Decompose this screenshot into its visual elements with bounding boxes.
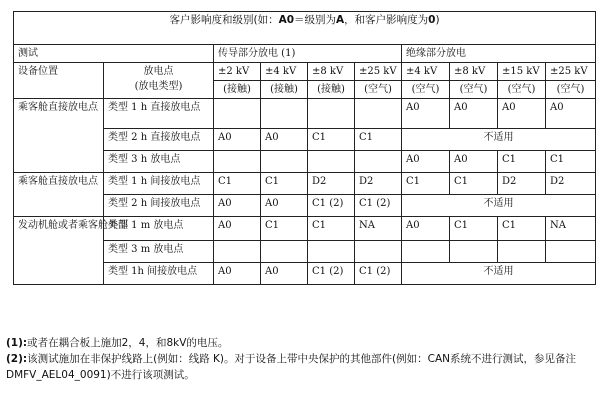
level-cell: A0 [214, 129, 261, 151]
level-cell: C1 [261, 173, 308, 195]
level-cell: A0 [546, 99, 596, 129]
voltage-header: ±25 kV [546, 63, 596, 81]
level-cell: A0 [261, 195, 308, 217]
discharge-point-cell: 类型 2 h 直接放电点 [104, 129, 214, 151]
level-cell: A0 [402, 99, 450, 129]
level-cell [355, 151, 402, 173]
level-cell [261, 241, 308, 263]
level-cell [308, 151, 355, 173]
level-cell: C1 [355, 129, 402, 151]
level-cell: C1 [546, 151, 596, 173]
level-cell: C1 [498, 151, 546, 173]
not-applicable-cell: 不适用 [402, 195, 596, 217]
esd-specification-table [13, 11, 596, 285]
table-title: 客户影响度和级别(如：A0＝级别为A，和客户影响度为0) [14, 12, 596, 45]
level-cell: D2 [308, 173, 355, 195]
level-cell: A0 [450, 99, 498, 129]
conducted-discharge-header: 传导部分放电 (1) [214, 45, 402, 63]
discharge-point-cell: 类型 3 m 放电点 [104, 241, 214, 263]
level-cell [214, 151, 261, 173]
voltage-header: ±15 kV [498, 63, 546, 81]
mode-header: (空气) [498, 81, 546, 99]
level-cell: C1 [402, 173, 450, 195]
level-cell: D2 [355, 173, 402, 195]
level-cell: D2 [546, 173, 596, 195]
footnote-2 [6, 351, 596, 383]
level-cell: C1 (2) [308, 263, 355, 285]
discharge-point-cell: 类型 1h 间接放电点 [104, 263, 214, 285]
device-location-cell: 乘客舱直接放电点 [14, 173, 104, 217]
device-location-cell: 发动机舱或者乘客舱外部 [14, 217, 104, 285]
voltage-header: ±8 kV [450, 63, 498, 81]
level-cell: C1 [450, 173, 498, 195]
level-cell: NA [546, 217, 596, 241]
level-cell: C1 [308, 129, 355, 151]
level-cell: C1 (2) [355, 263, 402, 285]
discharge-type-label: (放电类型) [134, 81, 183, 92]
level-cell [214, 99, 261, 129]
table-row [14, 217, 596, 241]
level-cell [214, 241, 261, 263]
mode-header: (接触) [261, 81, 308, 99]
insulated-discharge-header: 绝缘部分放电 [402, 45, 596, 63]
voltage-header: ±2 kV [214, 63, 261, 81]
level-cell: A0 [261, 263, 308, 285]
discharge-point-cell: 类型 1 h 直接放电点 [104, 99, 214, 129]
discharge-point-cell: 类型 3 h 放电点 [104, 151, 214, 173]
footnote-2-mark: (2): [6, 353, 28, 365]
test-header: 测试 [14, 45, 214, 63]
level-cell [261, 151, 308, 173]
table-row [14, 173, 596, 195]
not-applicable-cell: 不适用 [402, 129, 596, 151]
mode-header: (空气) [546, 81, 596, 99]
location-header: 设备位置 [14, 63, 104, 99]
discharge-point-cell: 类型 1 h 间接放电点 [104, 173, 214, 195]
level-cell: A0 [498, 99, 546, 129]
mode-header: (接触) [214, 81, 261, 99]
level-cell: NA [355, 217, 402, 241]
discharge-point-cell: 类型 2 h 间接放电点 [104, 195, 214, 217]
discharge-point-header [104, 63, 214, 99]
footnote-1 [6, 335, 596, 351]
level-cell [450, 241, 498, 263]
level-cell: C1 [308, 217, 355, 241]
level-cell: C1 [498, 217, 546, 241]
level-cell: A0 [214, 195, 261, 217]
discharge-point-label: 放电点 [143, 66, 174, 77]
level-cell [498, 241, 546, 263]
level-cell [355, 241, 402, 263]
device-location-cell: 乘客舱直接放电点 [14, 99, 104, 173]
level-cell: D2 [498, 173, 546, 195]
level-cell: A0 [261, 129, 308, 151]
footnote-2-text: 该测试施加在非保护线路上(例如：线路 K)。对于设备上带中央保护的其他部件(例如：CAN系统不进行测试，参见备注DMFV_AEL04_0091)不进行该项测试。 [6, 353, 576, 381]
level-cell: C1 [450, 217, 498, 241]
voltage-header: ±25 kV [355, 63, 402, 81]
footnote-1-mark: (1): [6, 337, 28, 349]
voltage-header: ±8 kV [308, 63, 355, 81]
level-cell [546, 241, 596, 263]
level-cell: A0 [214, 263, 261, 285]
level-cell: C1 [214, 173, 261, 195]
level-cell: A0 [214, 217, 261, 241]
voltage-header: ±4 kV [402, 63, 450, 81]
level-cell: A0 [402, 151, 450, 173]
mode-header: (空气) [450, 81, 498, 99]
voltage-header: ±4 kV [261, 63, 308, 81]
mode-header: (空气) [355, 81, 402, 99]
level-cell [261, 99, 308, 129]
level-cell [355, 99, 402, 129]
discharge-point-cell: 类型 1 m 放电点 [104, 217, 214, 241]
table-row [14, 99, 596, 129]
mode-header: (空气) [402, 81, 450, 99]
level-cell: C1 (2) [355, 195, 402, 217]
footnote-1-text: 或者在耦合板上施加2，4，和8kV的电压。 [27, 337, 229, 349]
level-cell [402, 241, 450, 263]
level-cell: A0 [402, 217, 450, 241]
level-cell: A0 [450, 151, 498, 173]
not-applicable-cell: 不适用 [402, 263, 596, 285]
level-cell [308, 99, 355, 129]
level-cell: C1 (2) [308, 195, 355, 217]
mode-header: (接触) [308, 81, 355, 99]
level-cell [308, 241, 355, 263]
level-cell: C1 [261, 217, 308, 241]
footnotes [6, 335, 596, 383]
